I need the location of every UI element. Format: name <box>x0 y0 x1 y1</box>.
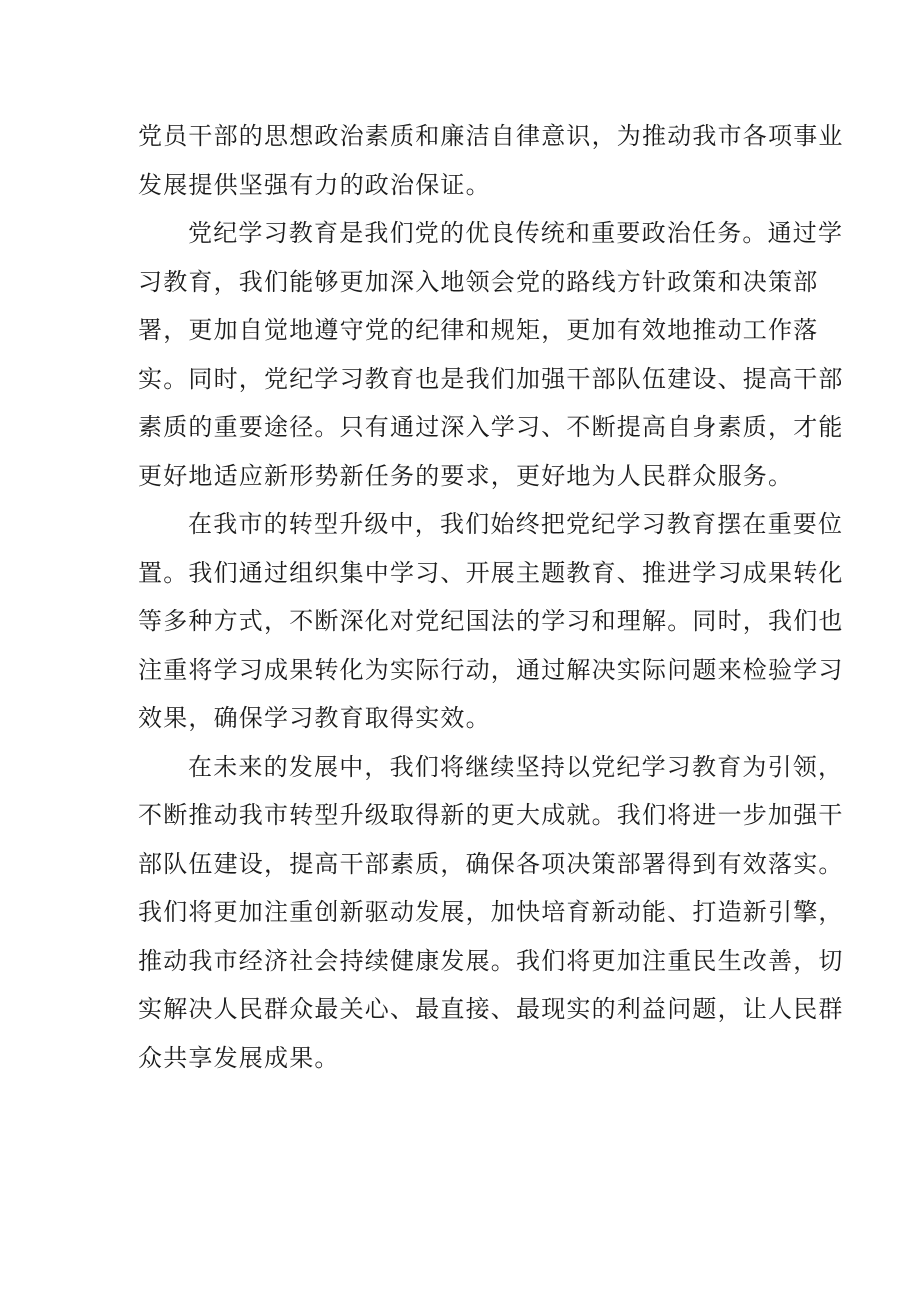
text-line: 不断推动我市转型升级取得新的更大成就。我们将进一步加强干 <box>138 801 844 829</box>
text-line: 我们将更加注重创新驱动发展，加快培育新动能、打造新引擎， <box>138 898 844 926</box>
text-line: 实。同时，党纪学习教育也是我们加强干部队伍建设、提高干部 <box>138 364 844 393</box>
text-line: 习教育，我们能够更加深入地领会党的路线方针政策和决策部 <box>138 267 819 296</box>
text-line: 部队伍建设，提高干部素质，确保各项决策部署得到有效落实。 <box>138 849 844 878</box>
text-line: 更好地适应新形势新任务的要求，更好地为人民群众服务。 <box>138 461 794 490</box>
text-line: 效果，确保学习教育取得实效。 <box>138 704 491 732</box>
text-line: 素质的重要途径。只有通过深入学习、不断提高自身素质，才能 <box>138 413 844 441</box>
text-line: 等多种方式，不断深化对党纪国法的学习和理解。同时，我们也 <box>138 607 844 635</box>
paragraph-2 <box>138 209 844 500</box>
text-line: 党纪学习教育是我们党的优良传统和重要政治任务。通过学 <box>188 219 844 247</box>
paragraph-4 <box>138 743 844 1083</box>
text-line: 置。我们通过组织集中学习、开展主题教育、推进学习成果转化 <box>138 558 844 587</box>
text-line: 署，更加自觉地遵守党的纪律和规矩，更加有效地推动工作落 <box>138 316 819 344</box>
text-line: 众共享发展成果。 <box>138 1043 340 1072</box>
paragraph-3 <box>138 500 844 743</box>
text-line: 发展提供坚强有力的政治保证。 <box>138 170 491 199</box>
text-line: 党员干部的思想政治素质和廉洁自律意识，为推动我市各项事业 <box>138 122 844 150</box>
document-body <box>138 112 844 1082</box>
text-line: 注重将学习成果转化为实际行动，通过解决实际问题来检验学习 <box>138 655 844 684</box>
text-line: 在未来的发展中，我们将继续坚持以党纪学习教育为引领， <box>188 752 844 781</box>
paragraph-1 <box>138 112 844 209</box>
text-line: 推动我市经济社会持续健康发展。我们将更加注重民生改善，切 <box>138 946 844 975</box>
text-line: 实解决人民群众最关心、最直接、最现实的利益问题，让人民群 <box>138 995 844 1023</box>
text-line: 在我市的转型升级中，我们始终把党纪学习教育摆在重要位 <box>188 510 844 538</box>
